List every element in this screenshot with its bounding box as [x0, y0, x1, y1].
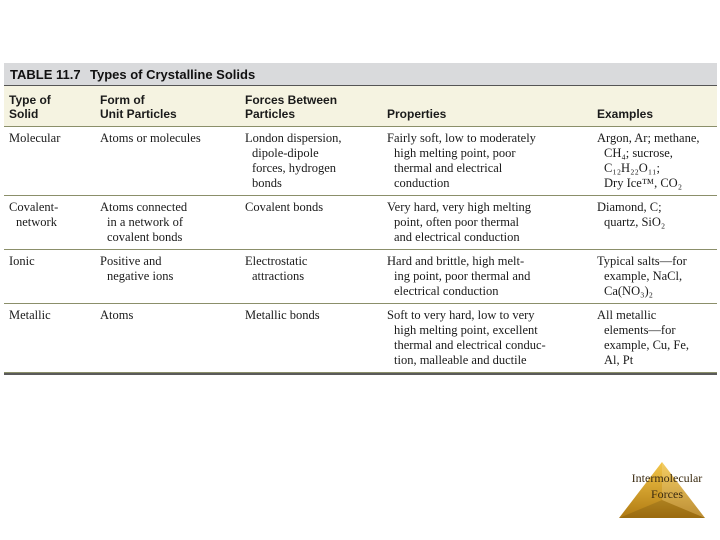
cell-line: Soft to very hard, low to very [387, 308, 535, 322]
cell-line: in a network of [107, 215, 184, 229]
cell-line: Ionic [9, 254, 35, 268]
table-row [4, 304, 717, 373]
cell-line: C₁₂H₂₂O₁₁; [604, 161, 661, 175]
logo-line-2: Forces [651, 487, 683, 501]
cell-line: Hard and brittle, high melt- [387, 254, 525, 268]
cell-line: Metallic [9, 308, 51, 322]
logo-text [617, 470, 717, 502]
cell-forces [240, 127, 382, 195]
cell-line: point, often poor thermal [394, 215, 519, 229]
cell-line: Atoms or molecules [100, 131, 201, 145]
cell-line: electrical conduction [394, 284, 499, 298]
cell-line: quartz, SiO₂ [604, 215, 666, 229]
cell-line: Atoms connected [100, 200, 188, 214]
cell-line: negative ions [107, 269, 174, 283]
table-row [4, 127, 717, 196]
header-form: Form of Unit Particles [100, 93, 177, 121]
cell-line: Argon, Ar; methane, [597, 131, 700, 145]
cell-examples [592, 127, 717, 195]
cell-line: example, NaCl, [604, 269, 683, 283]
cell-line: attractions [252, 269, 305, 283]
cell-line: Atoms [100, 308, 134, 322]
table-row [4, 250, 717, 304]
cell-type [4, 196, 95, 249]
cell-line: Covalent bonds [245, 200, 324, 214]
cell-forces [240, 304, 382, 372]
cell-forces [240, 250, 382, 303]
cell-line: All metallic [597, 308, 657, 322]
cell-properties [382, 304, 592, 372]
cell-line: Typical salts—for [597, 254, 687, 268]
cell-line: Fairly soft, low to moderately [387, 131, 536, 145]
cell-examples [592, 304, 717, 372]
cell-line: elements—for [604, 323, 676, 337]
cell-line: ing point, poor thermal and [394, 269, 531, 283]
header-examples: Examples [597, 107, 654, 121]
cell-line: forces, hydrogen [252, 161, 336, 175]
cell-line: London dispersion, [245, 131, 342, 145]
cell-properties [382, 250, 592, 303]
table-number: TABLE 11.7 [10, 66, 81, 82]
cell-line: Ca(NO₃)₂ [604, 284, 653, 298]
cell-form [95, 196, 240, 249]
crystalline-solids-table [4, 63, 717, 375]
header-type: Type of Solid [9, 93, 51, 121]
cell-line: Diamond, C; [597, 200, 662, 214]
cell-form [95, 304, 240, 372]
cell-forces [240, 196, 382, 249]
cell-form [95, 250, 240, 303]
table-row [4, 196, 717, 250]
cell-type [4, 250, 95, 303]
cell-line: high melting point, poor [394, 146, 516, 160]
cell-properties [382, 127, 592, 195]
cell-line: example, Cu, Fe, [604, 338, 690, 352]
cell-line: bonds [252, 176, 282, 190]
cell-line: high melting point, excellent [394, 323, 538, 337]
table-body [4, 127, 717, 373]
cell-type [4, 127, 95, 195]
table-title-bar [4, 63, 717, 85]
table-header-row [4, 86, 717, 127]
cell-line: tion, malleable and ductile [394, 353, 527, 367]
cell-line: Dry Ice™, CO₂ [604, 176, 683, 190]
cell-line: thermal and electrical [394, 161, 503, 175]
cell-line: conduction [394, 176, 450, 190]
cell-examples [592, 250, 717, 303]
cell-properties [382, 196, 592, 249]
cell-line: Al, Pt [604, 353, 634, 367]
logo-line-1: Intermolecular [631, 471, 703, 485]
cell-line: thermal and electrical conduc- [394, 338, 546, 352]
cell-examples [592, 196, 717, 249]
cell-line: and electrical conduction [394, 230, 520, 244]
cell-line: Electrostatic [245, 254, 308, 268]
cell-line: network [16, 215, 57, 229]
cell-line: Positive and [100, 254, 162, 268]
header-properties: Properties [387, 107, 447, 121]
cell-line: Molecular [9, 131, 61, 145]
table-title: Types of Crystalline Solids [90, 66, 256, 82]
cell-line: Very hard, very high melting [387, 200, 532, 214]
cell-line: CH₄; sucrose, [604, 146, 673, 160]
cell-form [95, 127, 240, 195]
cell-line: Metallic bonds [245, 308, 320, 322]
header-forces: Forces Between Particles [245, 93, 338, 121]
cell-line: covalent bonds [107, 230, 183, 244]
table-bottom-rule [4, 373, 717, 375]
cell-line: dipole-dipole [252, 146, 319, 160]
cell-line: Covalent- [9, 200, 59, 214]
cell-type [4, 304, 95, 372]
